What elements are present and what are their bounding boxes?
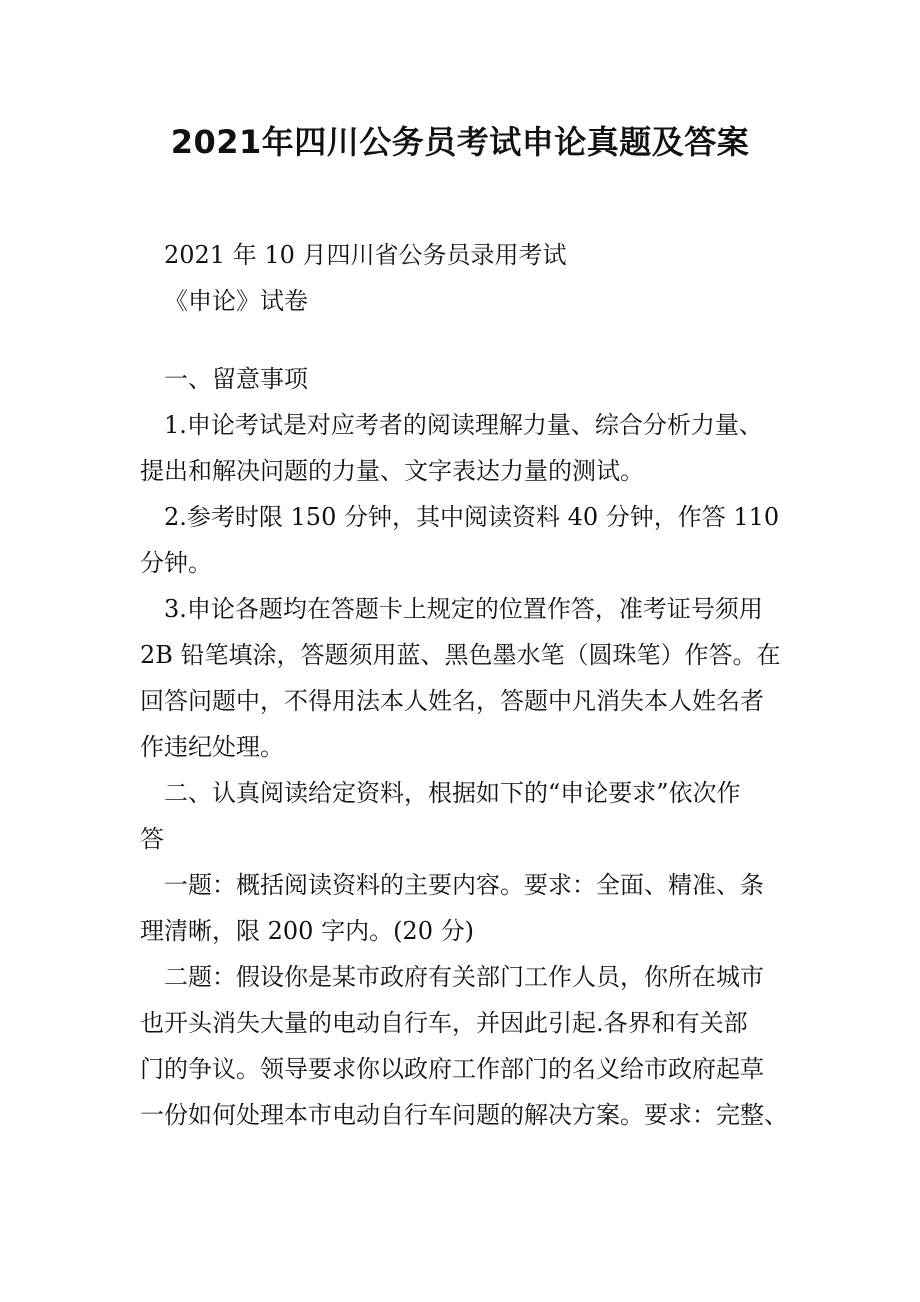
document-title: 2021年四川公务员考试申论真题及答案	[170, 123, 750, 161]
paragraph-line: 提出和解决问题的力量、文字表达力量的测试。	[140, 457, 644, 485]
question-2-line: 门的争议。领导要求你以政府工作部门的名义给市政府起草	[140, 1055, 764, 1083]
question-1-line: 一题：概括阅读资料的主要内容。要求：全面、精准、条	[164, 871, 764, 899]
question-1-line: 理清晰，限 200 字内。(20 分)	[140, 917, 474, 945]
question-2-line: 二题：假设你是某市政府有关部门工作人员，你所在城市	[164, 963, 764, 991]
paragraph-line: 分钟。	[140, 549, 212, 577]
question-2-line: 一份如何处理本市电动自行车问题的解决方案。要求：完整、	[140, 1101, 788, 1129]
section-heading-reading: 二、认真阅读给定资料，根据如下的“申论要求”依次作	[164, 779, 741, 807]
section-heading-notes: 一、留意事项	[164, 365, 308, 393]
paragraph-line: 回答问题中，不得用法本人姓名，答题中凡消失本人姓名者	[140, 687, 764, 715]
paragraph-line: 作违纪处理。	[140, 733, 284, 761]
paragraph-line: 1.申论考试是对应考者的阅读理解力量、综合分析力量、	[164, 411, 763, 439]
paragraph-line: 2.参考时限 150 分钟，其中阅读资料 40 分钟，作答 110	[164, 503, 780, 531]
document-body	[140, 236, 790, 1142]
exam-paper-name: 《申论》试卷	[164, 287, 308, 315]
paragraph-line: 2B 铅笔填涂，答题须用蓝、黑色墨水笔（圆珠笔）作答。在	[140, 641, 781, 669]
question-2-line: 也开头消失大量的电动自行车，并因此引起.各界和有关部	[140, 1009, 748, 1037]
paragraph-line: 3.申论各题均在答题卡上规定的位置作答，准考证号须用	[164, 595, 763, 623]
exam-subtitle-line: 2021 年 10 月四川省公务员录用考试	[164, 241, 567, 269]
paragraph-line: 答	[140, 825, 164, 853]
